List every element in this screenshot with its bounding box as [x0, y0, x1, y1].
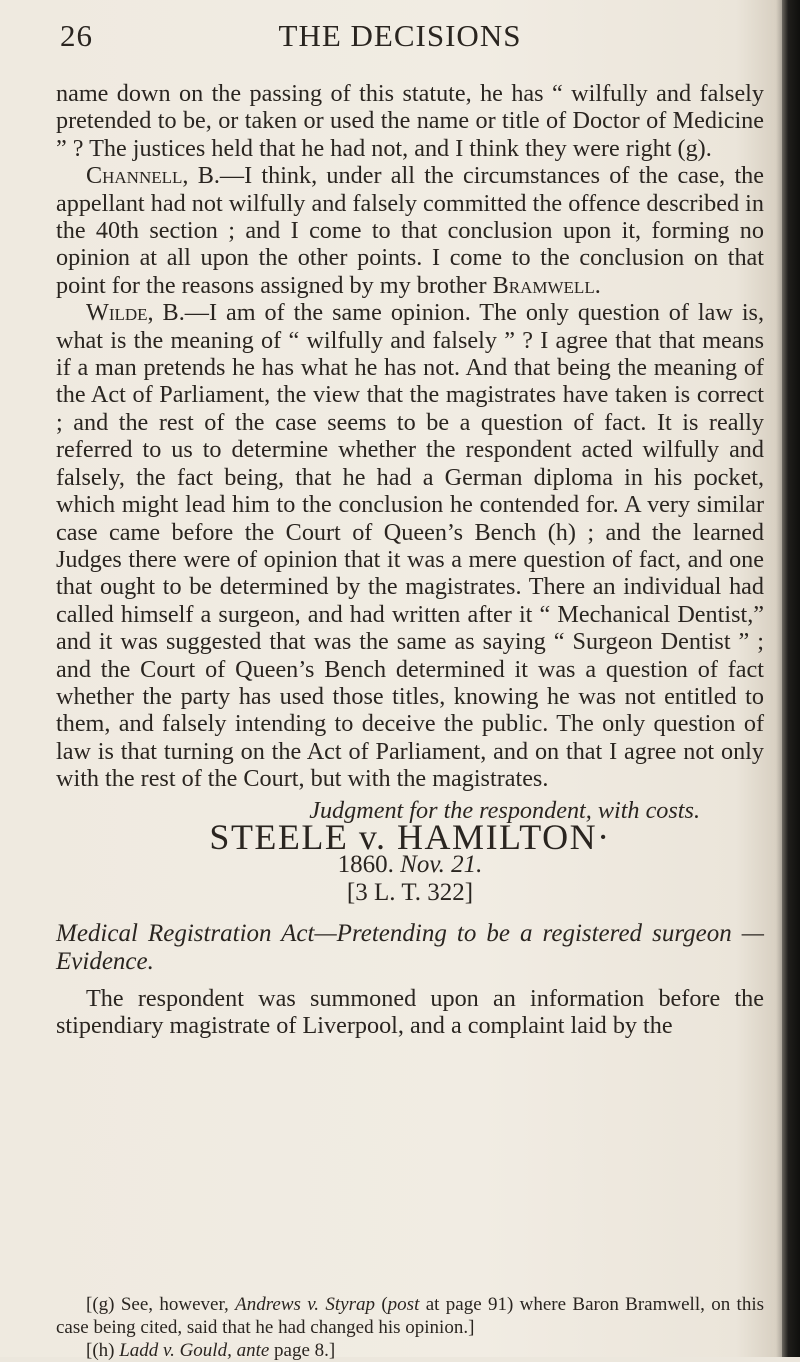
- footnote-g: [(g) See, however, Andrews v. Styrap (post at page 91) where Baron Bramwell, on this case being cited, said that he had changed his opinion.]: [56, 1294, 764, 1338]
- page-header: [60, 18, 740, 58]
- judge-name: Wilde, B.: [86, 299, 185, 327]
- case-day: Nov. 21.: [400, 851, 483, 879]
- footnote-h: [(h) Ladd v. Gould, ante page 8.]: [86, 1340, 336, 1361]
- footnote-case: Ladd v. Gould, ante: [114, 1340, 270, 1361]
- page-number: 26: [60, 18, 93, 53]
- paragraph-text: —I am of the same opinion. The only question of law is, what is the meaning of “ wilfully and falsely ” ? I agree that that means if a man pretends he has what he has not. And that being the meaning of the Act of Parliament, the view that the magistrates have taken is correct ; and the rest of the case seems to be a question of fact. It is really referred to us to determine whether the respondent acted wilfully and falsely, the fact being, that he had a German diploma in his pocket, which might lead him to the conclusion he contended for. A very similar case came before the Court of Queen’s Bench (h) ; and the learned Judges there were of opinion that it was a mere question of fact, and one that ought to be determined by the magistrates. There an individual had called himself a surgeon, and had written after it “ Mechanical Dentist,” and it was suggested that was the same as saying “ Surgeon Dentist ” ; and the Court of Queen’s Bench determined it was a question of fact whether the party has used those titles, knowing he was not entitled to them, and falsely intending to deceive the public. The only question of law is that turning on the Act of Parliament, and on that I agree not only with the rest of the Court, but with the magistrates.: [56, 299, 765, 793]
- case-headnote: Medical Registration Act—Pretending to be a registered surgeon —Evidence.: [56, 920, 764, 975]
- footnote-mark: [(h): [86, 1340, 115, 1361]
- footnotes: [56, 1293, 764, 1362]
- paragraph-channell: [56, 162, 764, 299]
- body-text: [56, 80, 764, 1040]
- judgment-line: Judgment for the respondent, with costs.: [309, 796, 700, 824]
- judge-reference: Bramwell.: [492, 271, 601, 299]
- case-opening-paragraph: The respondent was summoned upon an information before the stipendiary magistrate of Liverpool, and a complaint laid by the: [56, 985, 764, 1040]
- paragraph-wilde: [56, 299, 764, 792]
- running-title: THE DECISIONS: [278, 18, 522, 53]
- case-title: STEELE v. HAMILTON·: [209, 816, 611, 857]
- book-binding-edge: [782, 0, 800, 1357]
- case-date: [56, 851, 764, 878]
- paragraph-continuation: name down on the passing of this statute, he has “ wilfully and falsely pretended to be, or taken or used the name or title of Doctor of Medicine ” ? The justices held that he had not, and I think they were right (g).: [56, 80, 764, 162]
- case-year: 1860.: [337, 851, 394, 879]
- judge-name: Channell, B.: [86, 162, 220, 190]
- footnote-mark: [(g): [86, 1294, 115, 1315]
- footnote-case: Andrews v. Styrap: [235, 1294, 375, 1315]
- paragraph-text: —I think, under all the circumstances of the case, the appellant had not wilfully and falsely committed the offence described in the 40th section ; and I come to that conclusion upon it, forming no opinion at all upon the other points. I come to the conclusion on that point for the reasons assigned by my brother: [56, 162, 764, 299]
- case-citation: [3 L. T. 322]: [346, 878, 474, 906]
